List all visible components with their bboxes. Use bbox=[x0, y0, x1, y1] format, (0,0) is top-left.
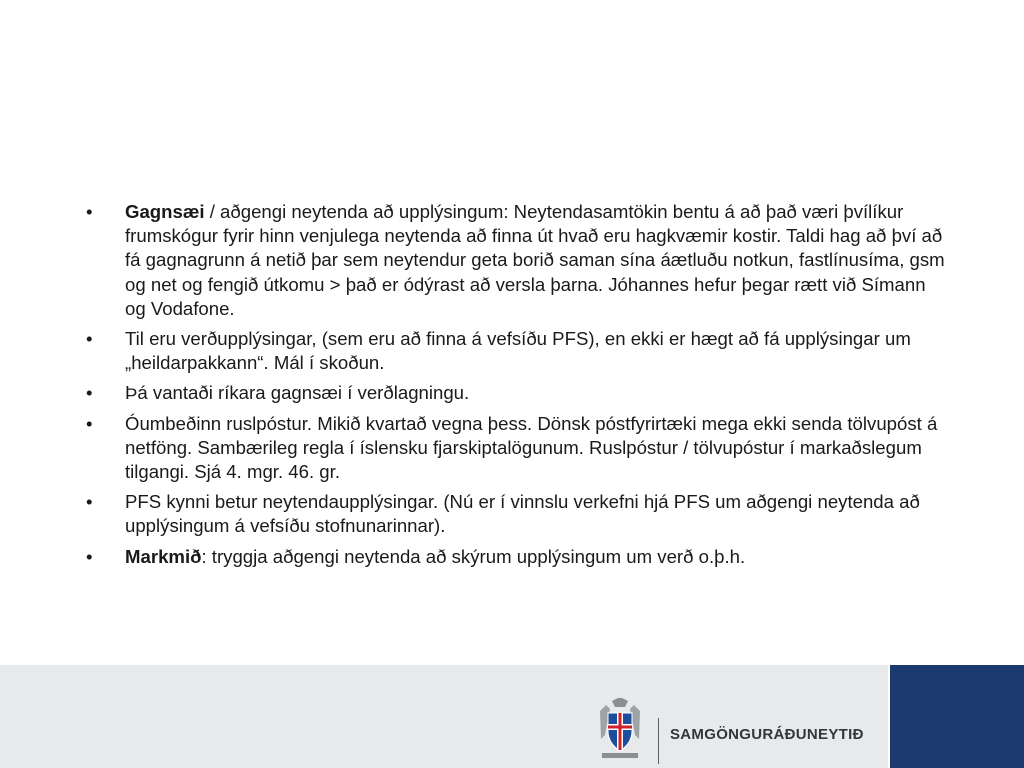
ministry-name: SAMGÖNGURÁÐUNEYTIÐ bbox=[670, 726, 864, 743]
bullet-marker: • bbox=[86, 201, 93, 222]
logo-separator bbox=[658, 718, 659, 764]
bullet-text: Óumbeðinn ruslpóstur. Mikið kvartað vegna þess. Dönsk póstfyrirtæki mega ekki senda tölvupóst á netföng. Sambærileg regla í íslensku fjarskiptalögunum. Ruslpóstur / tölvupóstur í markaðslegum tilgangi. Sjá 4. mgr. 46. gr. bbox=[125, 412, 938, 483]
bullet-bold-text: Gagnsæi bbox=[125, 201, 205, 222]
bullet-text: PFS kynni betur neytendaupplýsingar. (Nú er í vinnslu verkefni hjá PFS um aðgengi neytenda að upplýsingum á vefsíðu stofnunarinnar). bbox=[125, 491, 920, 537]
footer-bar bbox=[0, 665, 1024, 768]
bullet-marker: • bbox=[86, 412, 93, 434]
bullet-text: : tryggja aðgengi neytenda að skýrum upplýsingum um verð o.þ.h. bbox=[201, 545, 746, 567]
bullet-item bbox=[86, 200, 946, 321]
bullet-text: / aðgengi neytenda að upplýsingum: Neytendasamtökin bentu á að það væri þvílíkur frumskógur fyrir hinn venjulega neytenda að finna út hvað eru hagkvæmir kostir. Taldi hag að því að fá gagnagrunn á netið þar sem neytendur geta borið saman sína áætluðu notkun, fastlínusíma, gsm og net og fengið útkomu > það er ódýrast að versla þarna. Jóhannes hefur þegar rætt við Símann og Vodafone. bbox=[125, 201, 945, 319]
bullet-text: Þá vantaði ríkara gagnsæi í verðlagningu. bbox=[125, 382, 470, 404]
bullet-item bbox=[86, 327, 946, 375]
bullet-list bbox=[86, 200, 946, 569]
slide-content bbox=[86, 200, 946, 575]
footer-blue-block bbox=[890, 665, 1024, 768]
bullet-bold-text: Markmið bbox=[125, 545, 202, 567]
bullet-item bbox=[86, 412, 946, 485]
bullet-marker: • bbox=[86, 545, 93, 567]
bullet-item bbox=[86, 490, 946, 538]
bullet-marker: • bbox=[86, 382, 93, 404]
bullet-marker: • bbox=[86, 491, 93, 513]
bullet-item bbox=[86, 545, 946, 569]
bullet-marker: • bbox=[86, 328, 93, 350]
bullet-item bbox=[86, 381, 946, 405]
bullet-text: Til eru verðupplýsingar, (sem eru að finna á vefsíðu PFS), en ekki er hægt að fá upplýsingar um „heildarpakkann“. Mál í skoðun. bbox=[125, 328, 911, 374]
icelandic-coat-of-arms-icon bbox=[596, 697, 644, 761]
